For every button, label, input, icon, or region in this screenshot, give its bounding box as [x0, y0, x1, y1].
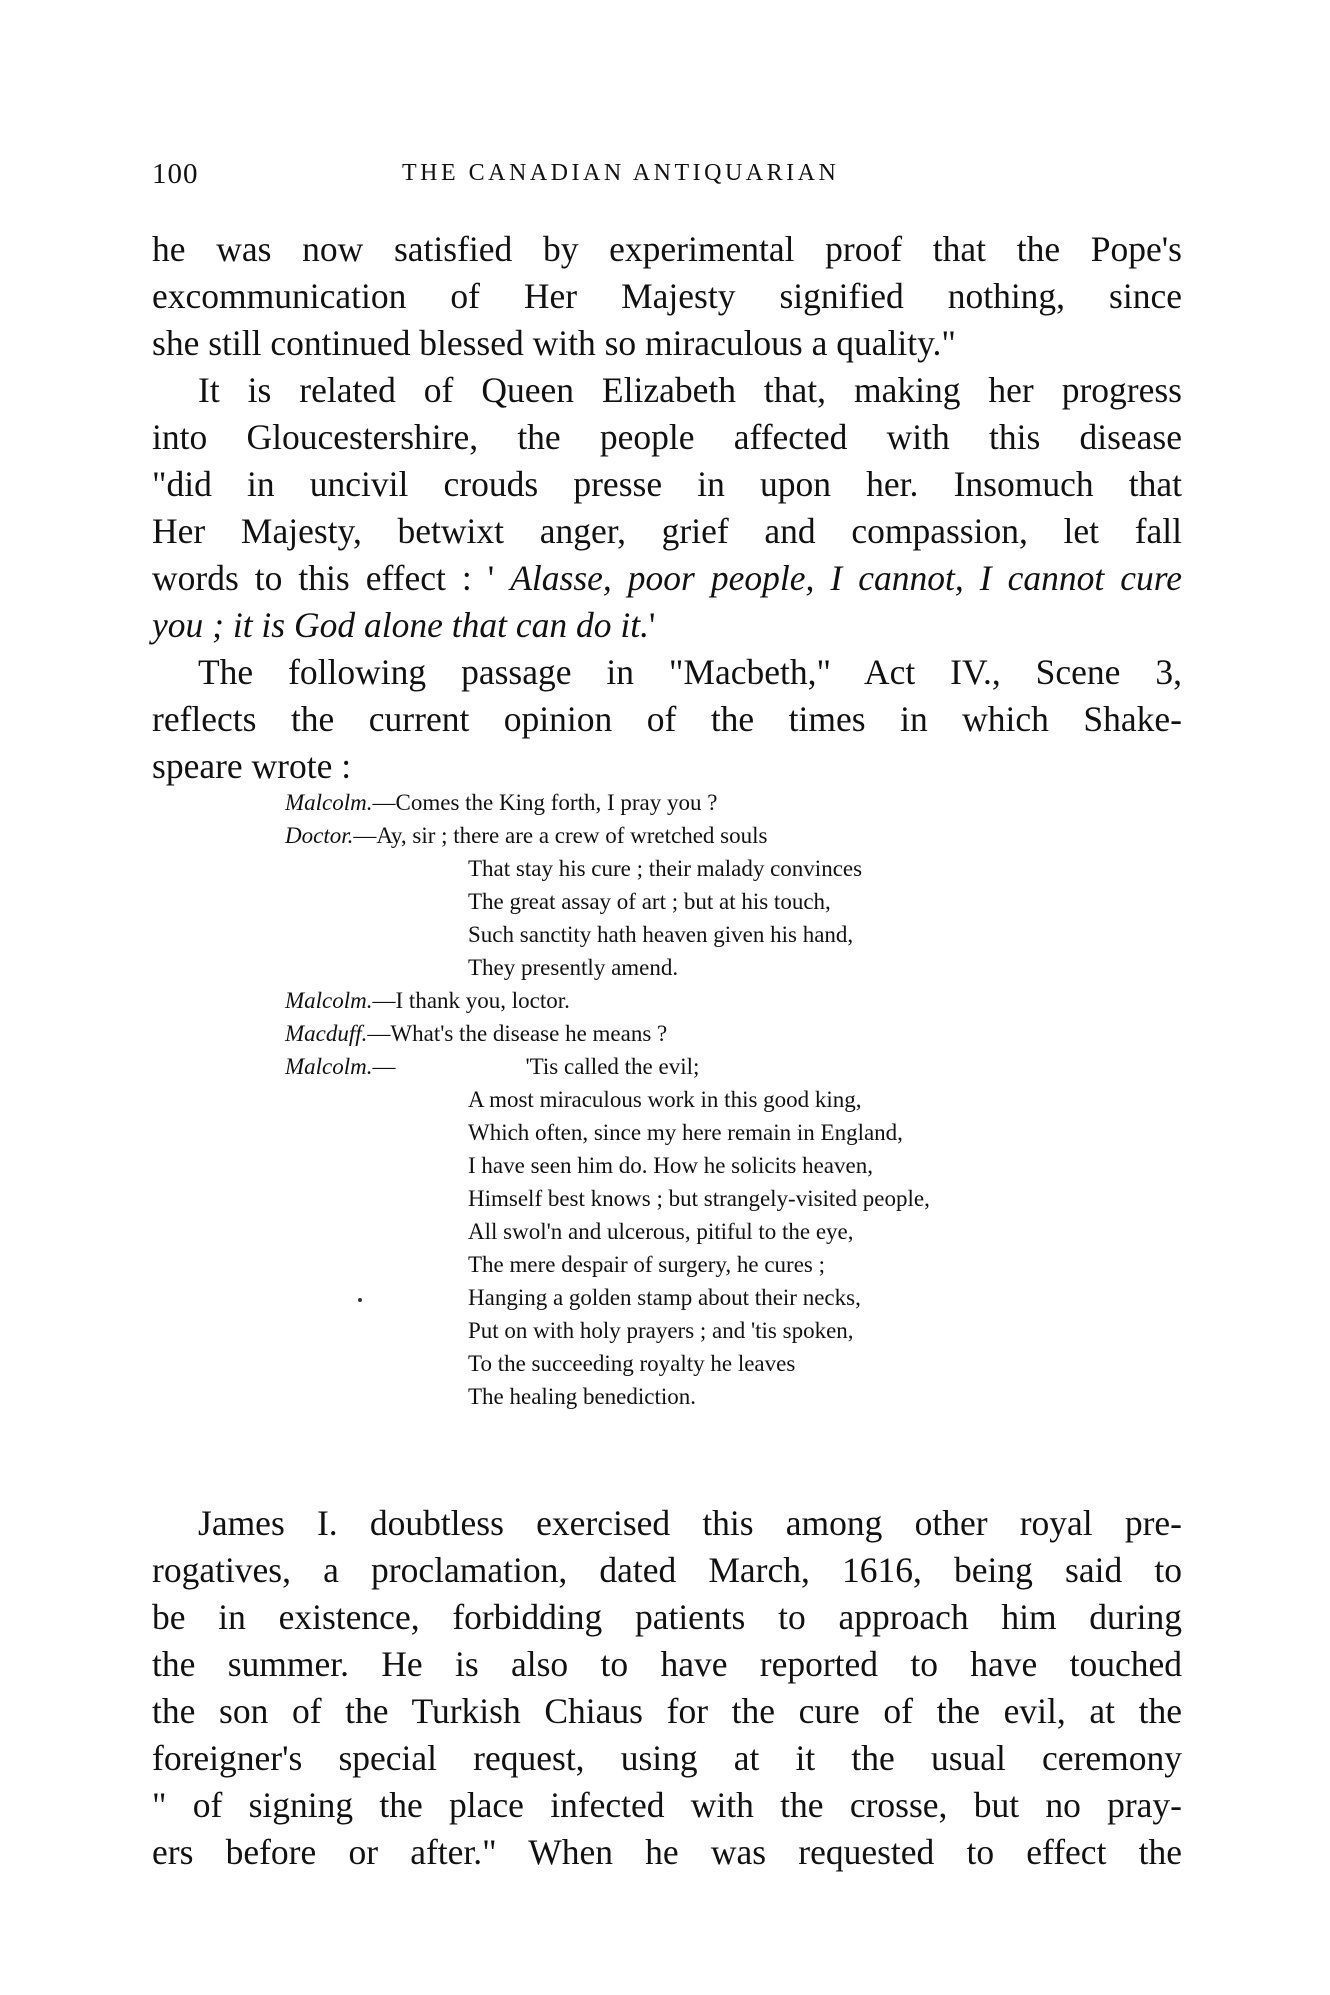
- para2-line-6: [152, 602, 1182, 649]
- verse-line-6: They presently amend.: [468, 955, 679, 980]
- para4-line-4: the summer. He is also to have reported to have touched: [152, 1644, 1182, 1684]
- para4-line-6: foreigner's special request, using at it the usual ceremony: [152, 1738, 1182, 1778]
- verse-line-19: The healing benediction.: [468, 1384, 697, 1409]
- para2-line-1: It is related of Queen Elizabeth that, making her progress: [198, 370, 1182, 410]
- ink-speck: [358, 1298, 362, 1302]
- verse-line-14: All swol'n and ulcerous, pitiful to the eye,: [468, 1219, 854, 1244]
- para1-line-1: he was now satisfied by experimental proof that the Pope's: [152, 229, 1182, 269]
- body-text-upper: [152, 226, 1182, 790]
- verse-text-9: 'Tis called the evil;: [525, 1054, 700, 1079]
- verse-line-13: Himself best knows ; but strangely-visited people,: [468, 1186, 930, 1211]
- verse-line-5: Such sanctity hath heaven given his hand,: [468, 922, 854, 947]
- para2-line-5-plain: words to this effect : ': [152, 558, 495, 598]
- para2-line-6-italic: you ; it is God alone that can do it.: [152, 605, 649, 645]
- verse-line-3: That stay his cure ; their malady convinces: [468, 856, 863, 881]
- verse-line-15: The mere despair of surgery, he cures ;: [468, 1252, 825, 1277]
- para1-line-3: she still continued blessed with so miraculous a quality.": [152, 323, 956, 363]
- verse-quotation: [285, 786, 1115, 1413]
- para2-line-5: [152, 555, 1182, 602]
- verse-text-7: —I thank you, loctor.: [372, 988, 570, 1013]
- verse-line-16: Hanging a golden stamp about their necks,: [468, 1285, 861, 1310]
- verse-line-2: [285, 819, 1115, 852]
- verse-line-17: Put on with holy prayers ; and 'tis spoken,: [468, 1318, 854, 1343]
- speaker-doctor: Doctor.: [285, 823, 354, 848]
- verse-text-8: —What's the disease he means ?: [367, 1021, 668, 1046]
- para3-line-3: speare wrote :: [152, 746, 352, 786]
- page-number: 100: [152, 158, 199, 190]
- running-title: THE CANADIAN ANTIQUARIAN: [402, 160, 840, 186]
- para4-line-1: James I. doubtless exercised this among other royal pre-: [198, 1503, 1182, 1543]
- para4-line-3: be in existence, forbidding patients to approach him during: [152, 1597, 1182, 1637]
- para4-line-7: " of signing the place infected with the crosse, but no pray-: [152, 1785, 1182, 1825]
- verse-line-10: A most miraculous work in this good king,: [468, 1087, 862, 1112]
- para2-line-2: into Gloucestershire, the people affected with this disease: [152, 417, 1182, 457]
- para2-line-6-end: ': [648, 605, 656, 645]
- speaker-malcolm: Malcolm.: [285, 988, 373, 1013]
- para3-line-1: The following passage in "Macbeth," Act IV., Scene 3,: [198, 652, 1182, 692]
- para3-line-2: reflects the current opinion of the times in which Shake-: [152, 699, 1182, 739]
- verse-text-2: —Ay, sir ; there are a crew of wretched souls: [353, 823, 768, 848]
- para1-line-2: excommunication of Her Majesty signified nothing, since: [152, 276, 1182, 316]
- verse-line-9: [285, 1050, 1115, 1083]
- para2-line-3: "did in uncivil crouds presse in upon her. Insomuch that: [152, 464, 1182, 504]
- speaker-malcolm: Malcolm.: [285, 790, 373, 815]
- para4-line-8: ers before or after." When he was requested to effect the: [152, 1832, 1182, 1872]
- verse-line-7: [285, 984, 1115, 1017]
- body-text-lower: [152, 1500, 1182, 1876]
- verse-text-1: —Comes the King forth, I pray you ?: [372, 790, 718, 815]
- verse-line-18: To the succeeding royalty he leaves: [468, 1351, 796, 1376]
- speaker-malcolm: Malcolm.: [285, 1054, 373, 1079]
- verse-line-1: [285, 786, 1115, 819]
- verse-dash-9: —: [372, 1054, 396, 1079]
- para2-line-5-italic: Alasse, poor people, I cannot, I cannot cure: [510, 558, 1183, 598]
- speaker-macduff: Macduff.: [285, 1021, 368, 1046]
- para4-line-2: rogatives, a proclamation, dated March, 1616, being said to: [152, 1550, 1182, 1590]
- verse-line-12: I have seen him do. How he solicits heaven,: [468, 1153, 873, 1178]
- verse-line-8: [285, 1017, 1115, 1050]
- running-head: [152, 158, 1182, 198]
- para2-line-4: Her Majesty, betwixt anger, grief and compassion, let fall: [152, 511, 1182, 551]
- verse-line-4: The great assay of art ; but at his touch,: [468, 889, 831, 914]
- para4-line-5: the son of the Turkish Chiaus for the cure of the evil, at the: [152, 1691, 1182, 1731]
- verse-line-11: Which often, since my here remain in England,: [468, 1120, 903, 1145]
